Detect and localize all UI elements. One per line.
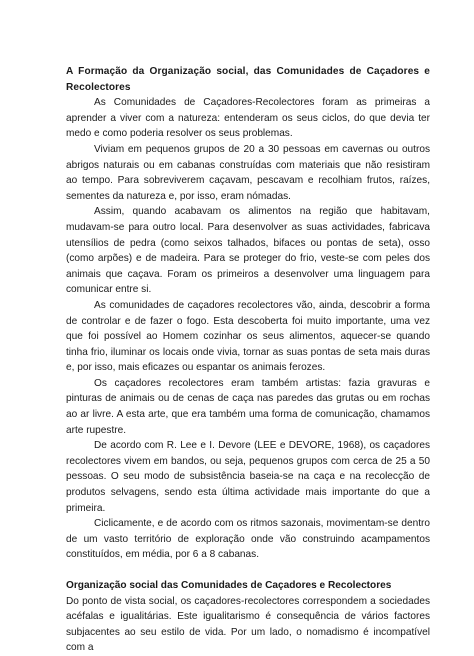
paragraph-6: De acordo com R. Lee e I. Devore (LEE e DEVORE, 1968), os caçadores recolectores vivem em bandos, ou seja, pequenos grupos com cerca de 25 a 50 pessoas. O seu modo de subsistência baseia-se na caça e na recolecção de produtos selvagens, sendo esta última actividade mais importante do que a primeira. xyxy=(66,440,430,514)
document-body xyxy=(66,64,430,656)
paragraph-7: Ciclicamente, e de acordo com os ritmos sazonais, movimentam-se dentro de um vasto território de exploração onde vão construindo acampamentos constituídos, em média, por 6 a 8 cabanas. xyxy=(66,518,430,561)
paragraph-4: As comunidades de caçadores recolectores vão, ainda, descobrir a forma de controlar e de fazer o fogo. Esta descoberta foi muito importante, uma vez que foi possível ao Homem cozinhar os seus alimentos, aquecer-se quando tinha frio, iluminar os locais onde vivia, tornar as suas pontas de seta mais duras e, por isso, mais eficazes ou espantar os animais ferozes. xyxy=(66,299,430,374)
document-title: A Formação da Organização social, das Comunidades de Caçadores e Recolectores xyxy=(66,66,430,93)
paragraph-5: Os caçadores recolectores eram também artistas: fazia gravuras e pinturas de animais ou de cenas de caça nas paredes das grutas ou em rochas ao ar livre. A esta arte, que era também uma forma de comunicação, chamamos arte rupestre. xyxy=(66,377,430,436)
paragraph-1: As Comunidades de Caçadores-Recolectores foram as primeiras a aprender a viver com a natureza: entenderam os seus ciclos, do que devia ter medo e como poderia resolver os seus problemas. xyxy=(66,97,430,140)
section-2-title: Organização social das Comunidades de Caçadores e Recolectores xyxy=(66,580,392,591)
paragraph-3: Assim, quando acabavam os alimentos na região que habitavam, mudavam-se para outro local. Para desenvolver as suas actividades, fabricava utensílios de pedra (como seixos talhados, bifaces ou pontas de seta), osso (como arpões) e de madeira. Para se proteger do frio, veste-se com peles dos animais que caçava. Foram os primeiros a desenvolver uma linguagem para comunicar entre si. xyxy=(66,206,430,296)
paragraph-2: Viviam em pequenos grupos de 20 a 30 pessoas em cavernas ou outros abrigos naturais ou em cabanas construídas com materiais que não resistiram ao tempo. Para sobreviverem caçavam, pescavam e recolhiam frutos, raízes, sementes da natureza e, por isso, eram nómadas. xyxy=(66,143,430,202)
section-2-paragraph: Do ponto de vista social, os caçadores-recolectores correspondem a sociedades acéfalas e igualitárias. Este igualitarismo é consequência de vários factores subjacentes ao seu estilo de vida. Por um lado, o nomadismo é incompatível com a xyxy=(66,595,430,654)
